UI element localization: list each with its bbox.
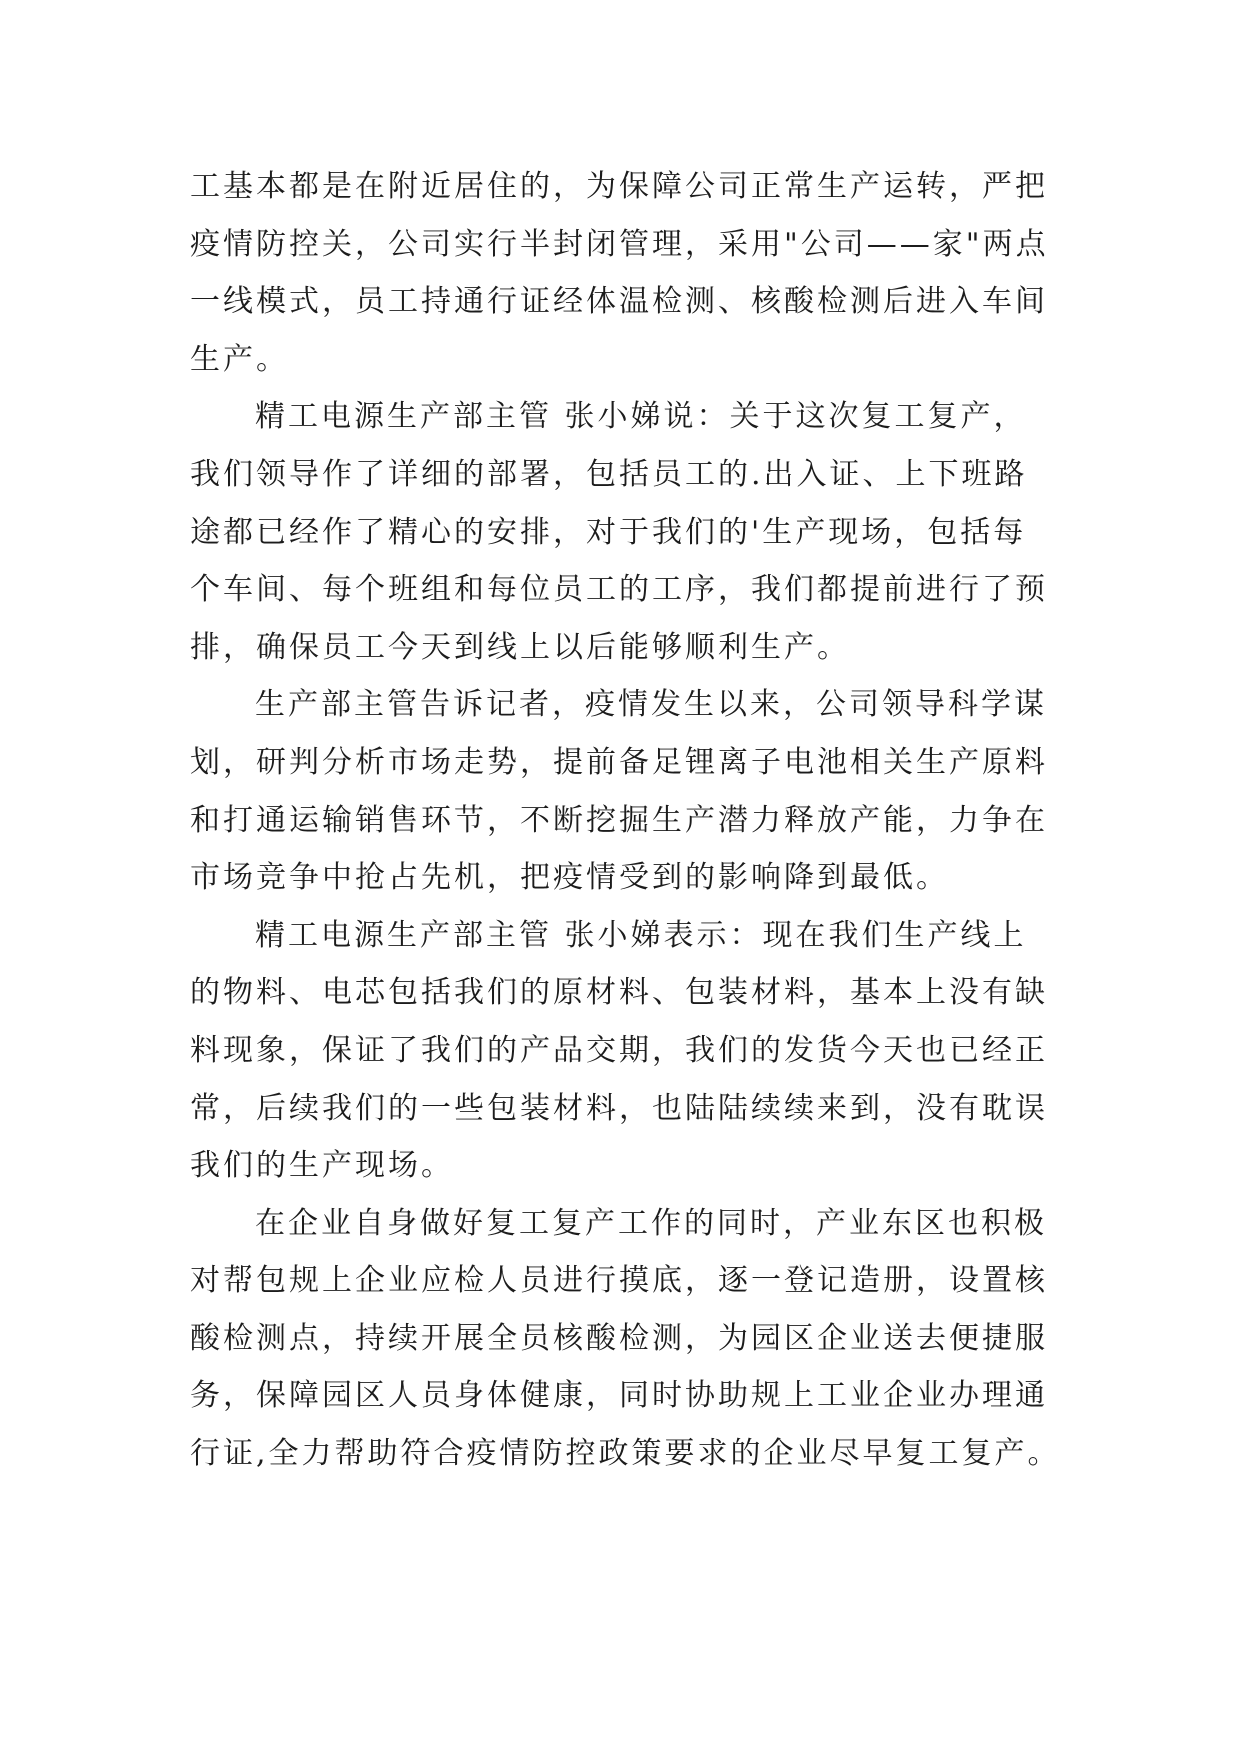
paragraph-line: 精工电源生产部主管 张小娣表示：现在我们生产线上 (255, 917, 1027, 953)
paragraph-line: 工基本都是在附近居住的，为保障公司正常生产运转，严把 (190, 169, 1048, 204)
document-body (190, 158, 1061, 1483)
paragraph-line: 我们的生产现场。 (190, 1148, 454, 1184)
paragraph-line: 疫情防控关，公司实行半封闭管理，采用"公司——家"两点 (190, 226, 1049, 262)
paragraph-2 (190, 388, 1050, 676)
paragraph-line: 生产。 (190, 341, 289, 377)
paragraph-line: 和打通运输销售环节，不断挖掘生产潜力释放产能，力争在 (190, 802, 1048, 838)
paragraph-line: 常，后续我们的一些包装材料，也陆陆续续来到，没有耽误 (190, 1090, 1048, 1126)
paragraph-line: 在企业自身做好复工复产工作的同时，产业东区也积极 (255, 1205, 1047, 1241)
paragraph-line: 务，保障园区人员身体健康，同时协助规上工业企业办理通 (190, 1378, 1048, 1414)
paragraph-line: 我们领导作了详细的部署，包括员工的.出入证、上下班路 (190, 456, 1028, 492)
paragraph-line: 一线模式，员工持通行证经体温检测、核酸检测后进入车间 (190, 284, 1048, 320)
paragraph-line: 对帮包规上企业应检人员进行摸底，逐一登记造册，设置核 (190, 1263, 1048, 1299)
paragraph-line: 料现象，保证了我们的产品交期，我们的发货今天也已经正 (190, 1032, 1048, 1068)
paragraph-line: 途都已经作了精心的安排，对于我们的'生产现场，包括每 (190, 514, 1027, 550)
paragraph-5 (190, 1195, 1061, 1483)
paragraph-line: 精工电源生产部主管 张小娣说：关于这次复工复产， (255, 399, 1027, 435)
paragraph-line: 的物料、电芯包括我们的原材料、包装材料，基本上没有缺 (190, 975, 1048, 1011)
paragraph-line: 排，确保员工今天到线上以后能够顺利生产。 (190, 629, 850, 665)
paragraph-line: 生产部主管告诉记者，疫情发生以来，公司领导科学谋 (255, 687, 1047, 723)
paragraph-line: 行证,全力帮助符合疫情防控政策要求的企业尽早复工复产。 (190, 1436, 1061, 1472)
paragraph-line: 酸检测点，持续开展全员核酸检测，为园区企业送去便捷服 (190, 1320, 1048, 1356)
paragraph-line: 市场竞争中抢占先机，把疫情受到的影响降到最低。 (190, 860, 949, 896)
paragraph-3 (190, 676, 1050, 906)
paragraph-4 (190, 907, 1050, 1195)
paragraph-line: 划，研判分析市场走势，提前备足锂离子电池相关生产原料 (190, 744, 1048, 780)
paragraph-1 (190, 158, 1050, 388)
paragraph-line: 个车间、每个班组和每位员工的工序，我们都提前进行了预 (190, 572, 1048, 608)
